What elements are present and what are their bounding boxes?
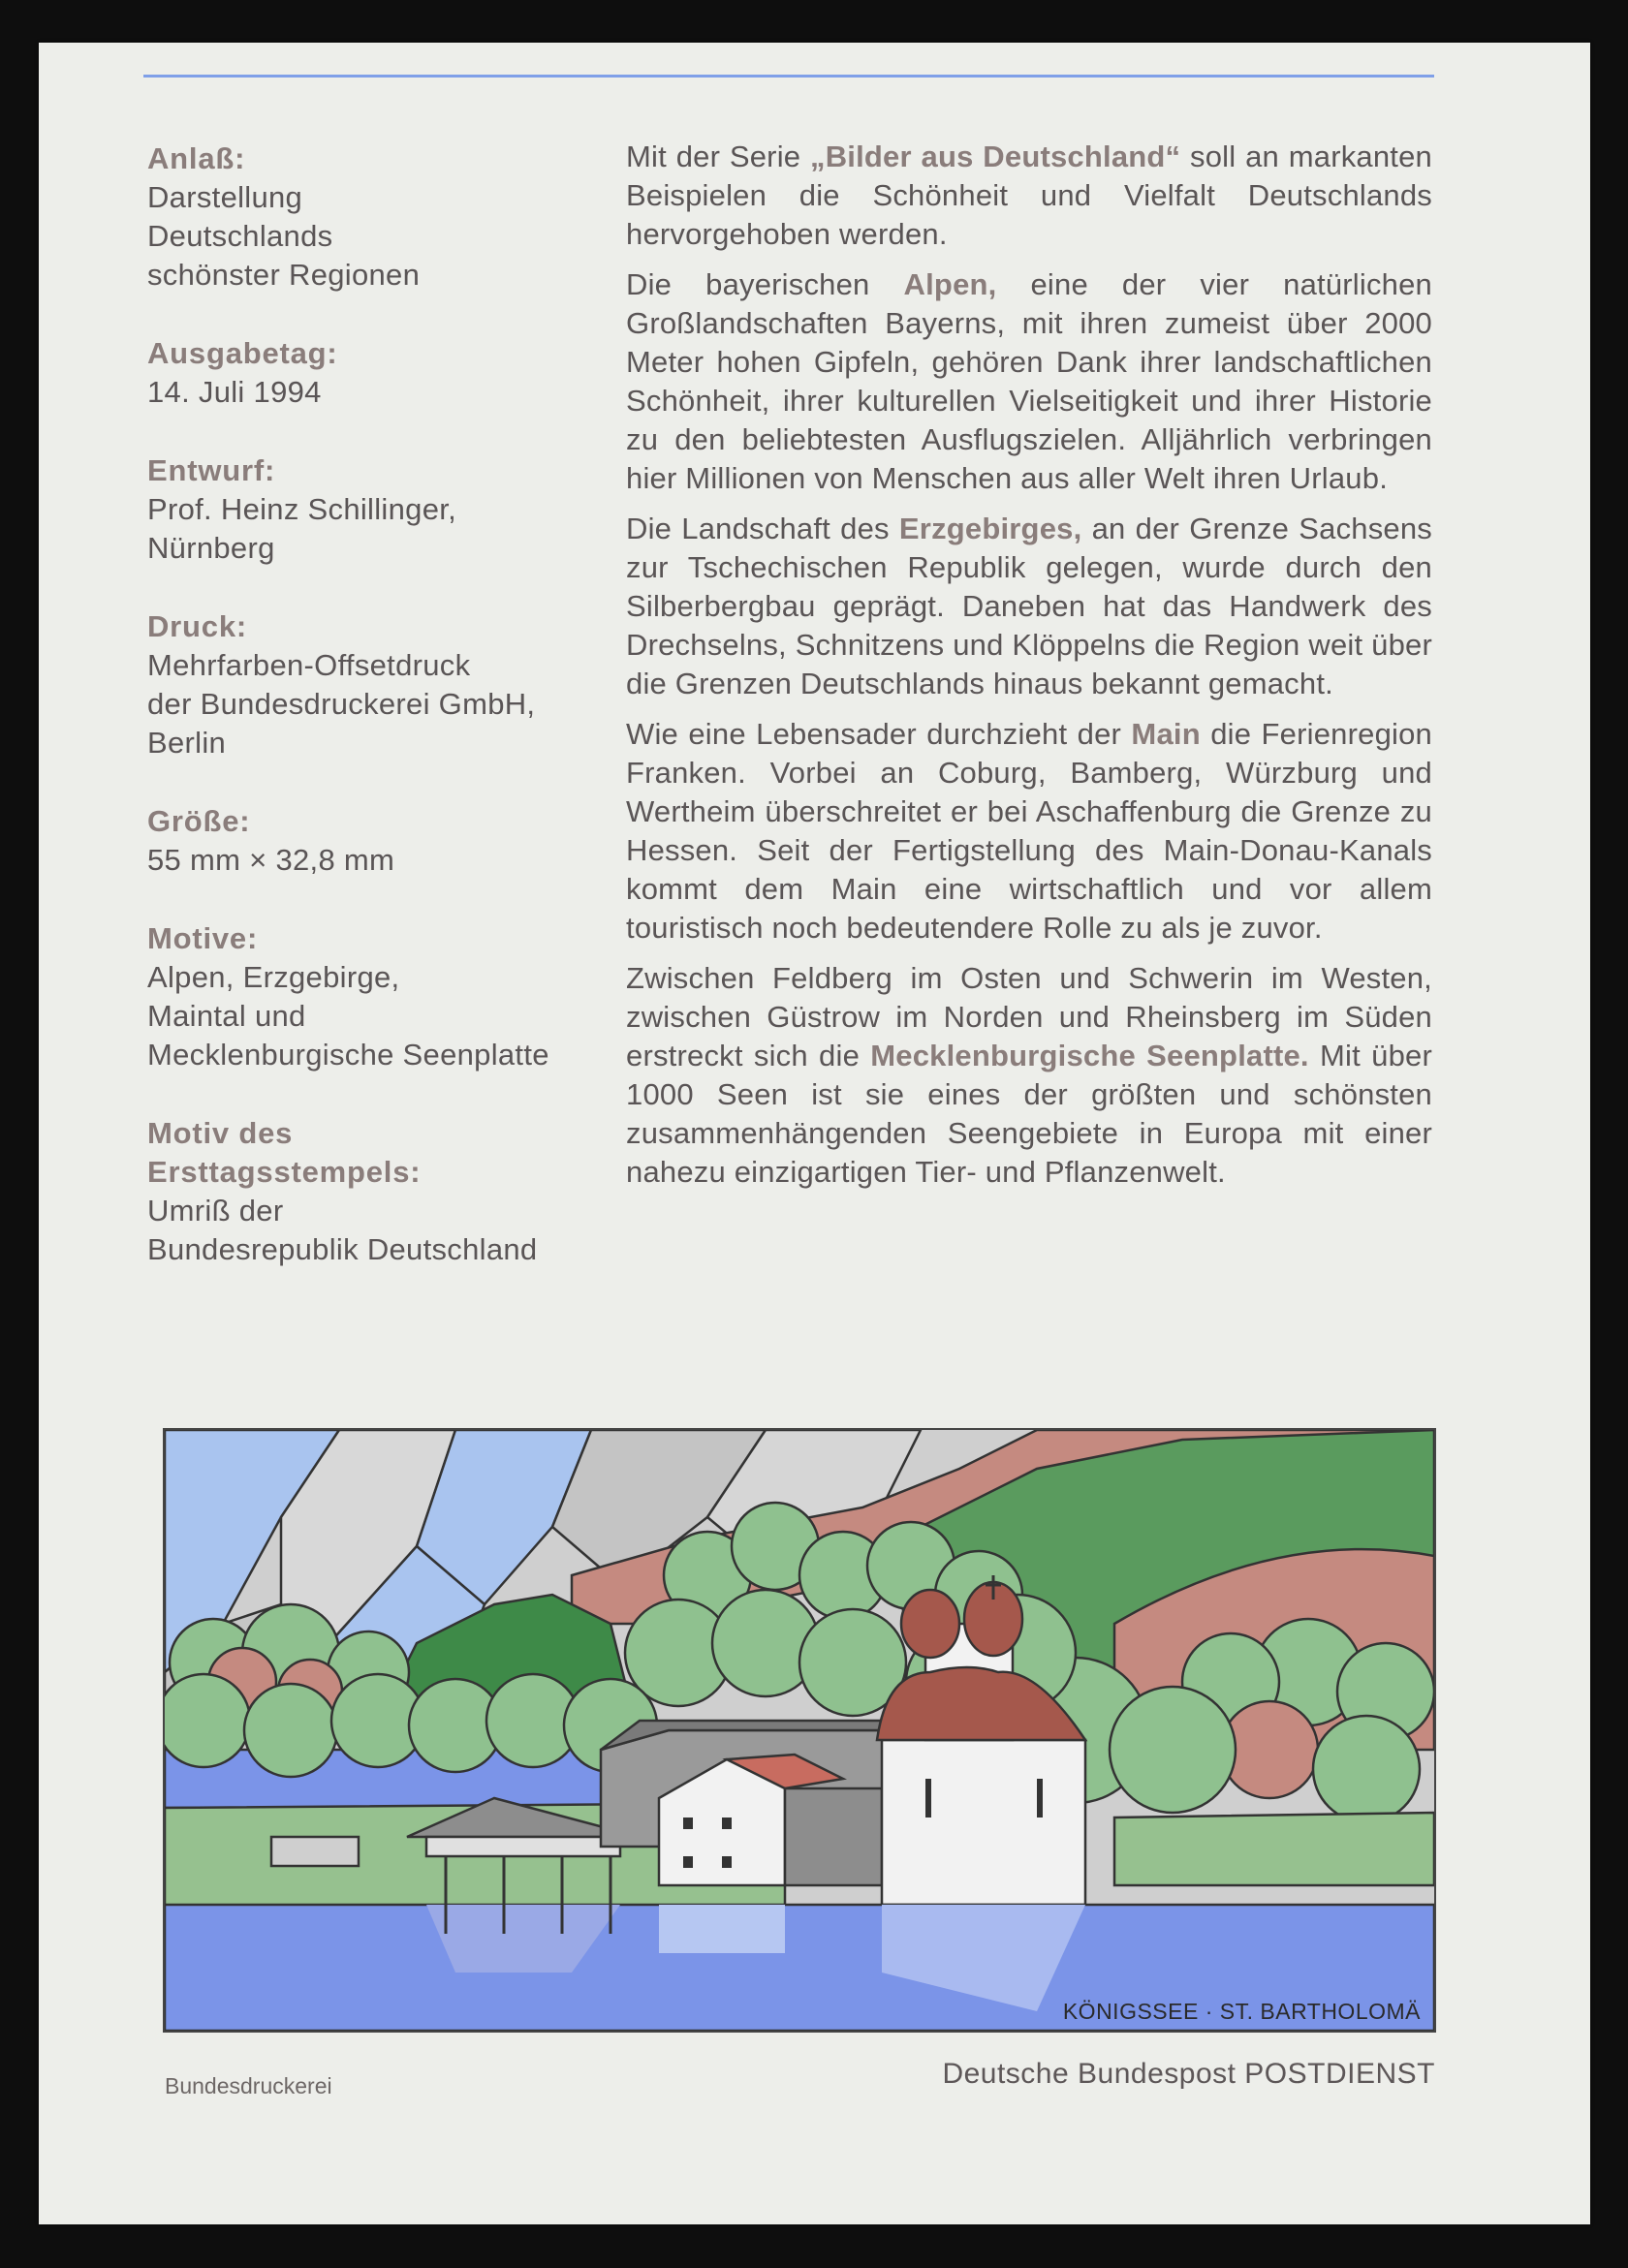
description-column (626, 138, 1432, 1203)
info-issue-date (147, 334, 622, 412)
info-value: Prof. Heinz Schillinger, (147, 492, 457, 526)
info-postmark-motif (147, 1114, 622, 1269)
info-motifs (147, 919, 622, 1074)
highlight-term: Mecklenburgische Seenplatte. (870, 1039, 1309, 1072)
info-value: Darstellung (147, 180, 303, 214)
info-label: Ausgabetag: (147, 336, 338, 370)
info-label: Anlaß: (147, 141, 246, 175)
info-print (147, 607, 622, 762)
info-label: Motiv des Ersttagsstempels: (147, 1116, 422, 1189)
highlight-term: „Bilder aus Deutschland“ (810, 140, 1181, 173)
info-value: Nürnberg (147, 531, 275, 565)
info-value: 55 mm × 32,8 mm (147, 843, 395, 877)
info-value: Bundesrepublik Deutschland (147, 1232, 538, 1266)
top-rule (143, 75, 1434, 78)
paragraph-main: Wie eine Lebensader durchzieht der Main die Ferienregion Franken. Vorbei an Coburg, Bamberg, Würzburg und Wertheim überschreitet er bei Aschaffenburg die Grenze zu Hessen. Seit der Fertigstellung des Main-Donau-Kanals kommt dem Main eine wirtschaftlich und vor allem touristisch noch bedeutendere Rolle zu als je zuvor. (626, 717, 1432, 945)
paragraph-seenplatte: Zwischen Feldberg im Osten und Schwerin im Westen, zwischen Güstrow im Norden und Rheinsberg im Süden erstreckt sich die Mecklenburgische Seenplatte. Mit über 1000 Seen ist sie eines der größten und schönsten zusammenhängenden Seengebiete in Europa mit einer nahezu einzigartigen Tier- und Pflanzenwelt. (626, 961, 1432, 1189)
highlight-term: Alpen, (903, 267, 997, 301)
info-value: Umriß der (147, 1194, 284, 1227)
info-value: Mecklenburgische Seenplatte (147, 1038, 549, 1072)
info-value: Alpen, Erzgebirge, (147, 960, 400, 994)
paragraph-alps: Die bayerischen Alpen, eine der vier natürlichen Großlandschaften Bayerns, mit ihren zumeist über 2000 Meter hohen Gipfeln, gehören Dank ihrer landschaftlichen Schönheit, ihrer kulturellen Vielseitigkeit und ihrer Historie zu den beliebtesten Ausflugszielen. Alljährlich verbringen hier Millionen von Menschen aus aller Welt ihren Urlaub. (626, 267, 1432, 495)
info-label: Entwurf: (147, 453, 276, 487)
footer-publisher: Deutsche Bundespost POSTDIENST (942, 2058, 1435, 2090)
paragraph-series: Mit der Serie „Bilder aus Deutschland“ soll an markanten Beispielen die Schönheit und Vielfalt Deutschlands hervorgehoben werden. (626, 140, 1432, 251)
footer-printer: Bundesdruckerei (165, 2073, 332, 2098)
koenigssee-landscape (165, 1430, 1434, 2031)
paragraph-erzgebirge: Die Landschaft des Erzgebirges, an der Grenze Sachsens zur Tschechischen Republik gelegen, wurde durch den Silberbergbau geprägt. Daneben hat das Handwerk des Drechselns, Schnitzens und Klöppelns die Region weit über die Grenzen Deutschlands hinaus bekannt gemacht. (626, 512, 1432, 700)
info-column (147, 140, 622, 1309)
highlight-term: Main (1131, 717, 1201, 751)
info-design (147, 451, 622, 568)
info-label: Druck: (147, 609, 247, 643)
info-value: Mehrfarben-Offsetdruck (147, 648, 471, 682)
stamp-illustration (163, 1428, 1436, 2033)
info-value: Maintal und (147, 999, 306, 1033)
info-occasion (147, 140, 622, 295)
info-size (147, 802, 622, 880)
info-value: Berlin (147, 726, 227, 760)
info-value: schönster Regionen (147, 258, 421, 292)
highlight-term: Erzgebirges, (898, 512, 1082, 545)
document-sheet (39, 43, 1590, 2224)
illustration-caption: KÖNIGSSEE · ST. BARTHOLOMÄ (1062, 1999, 1421, 2024)
info-value: Deutschlands (147, 219, 333, 253)
info-value: 14. Juli 1994 (147, 375, 322, 409)
info-label: Motive: (147, 921, 259, 955)
info-value: der Bundesdruckerei GmbH, (147, 687, 536, 721)
info-label: Größe: (147, 804, 251, 838)
